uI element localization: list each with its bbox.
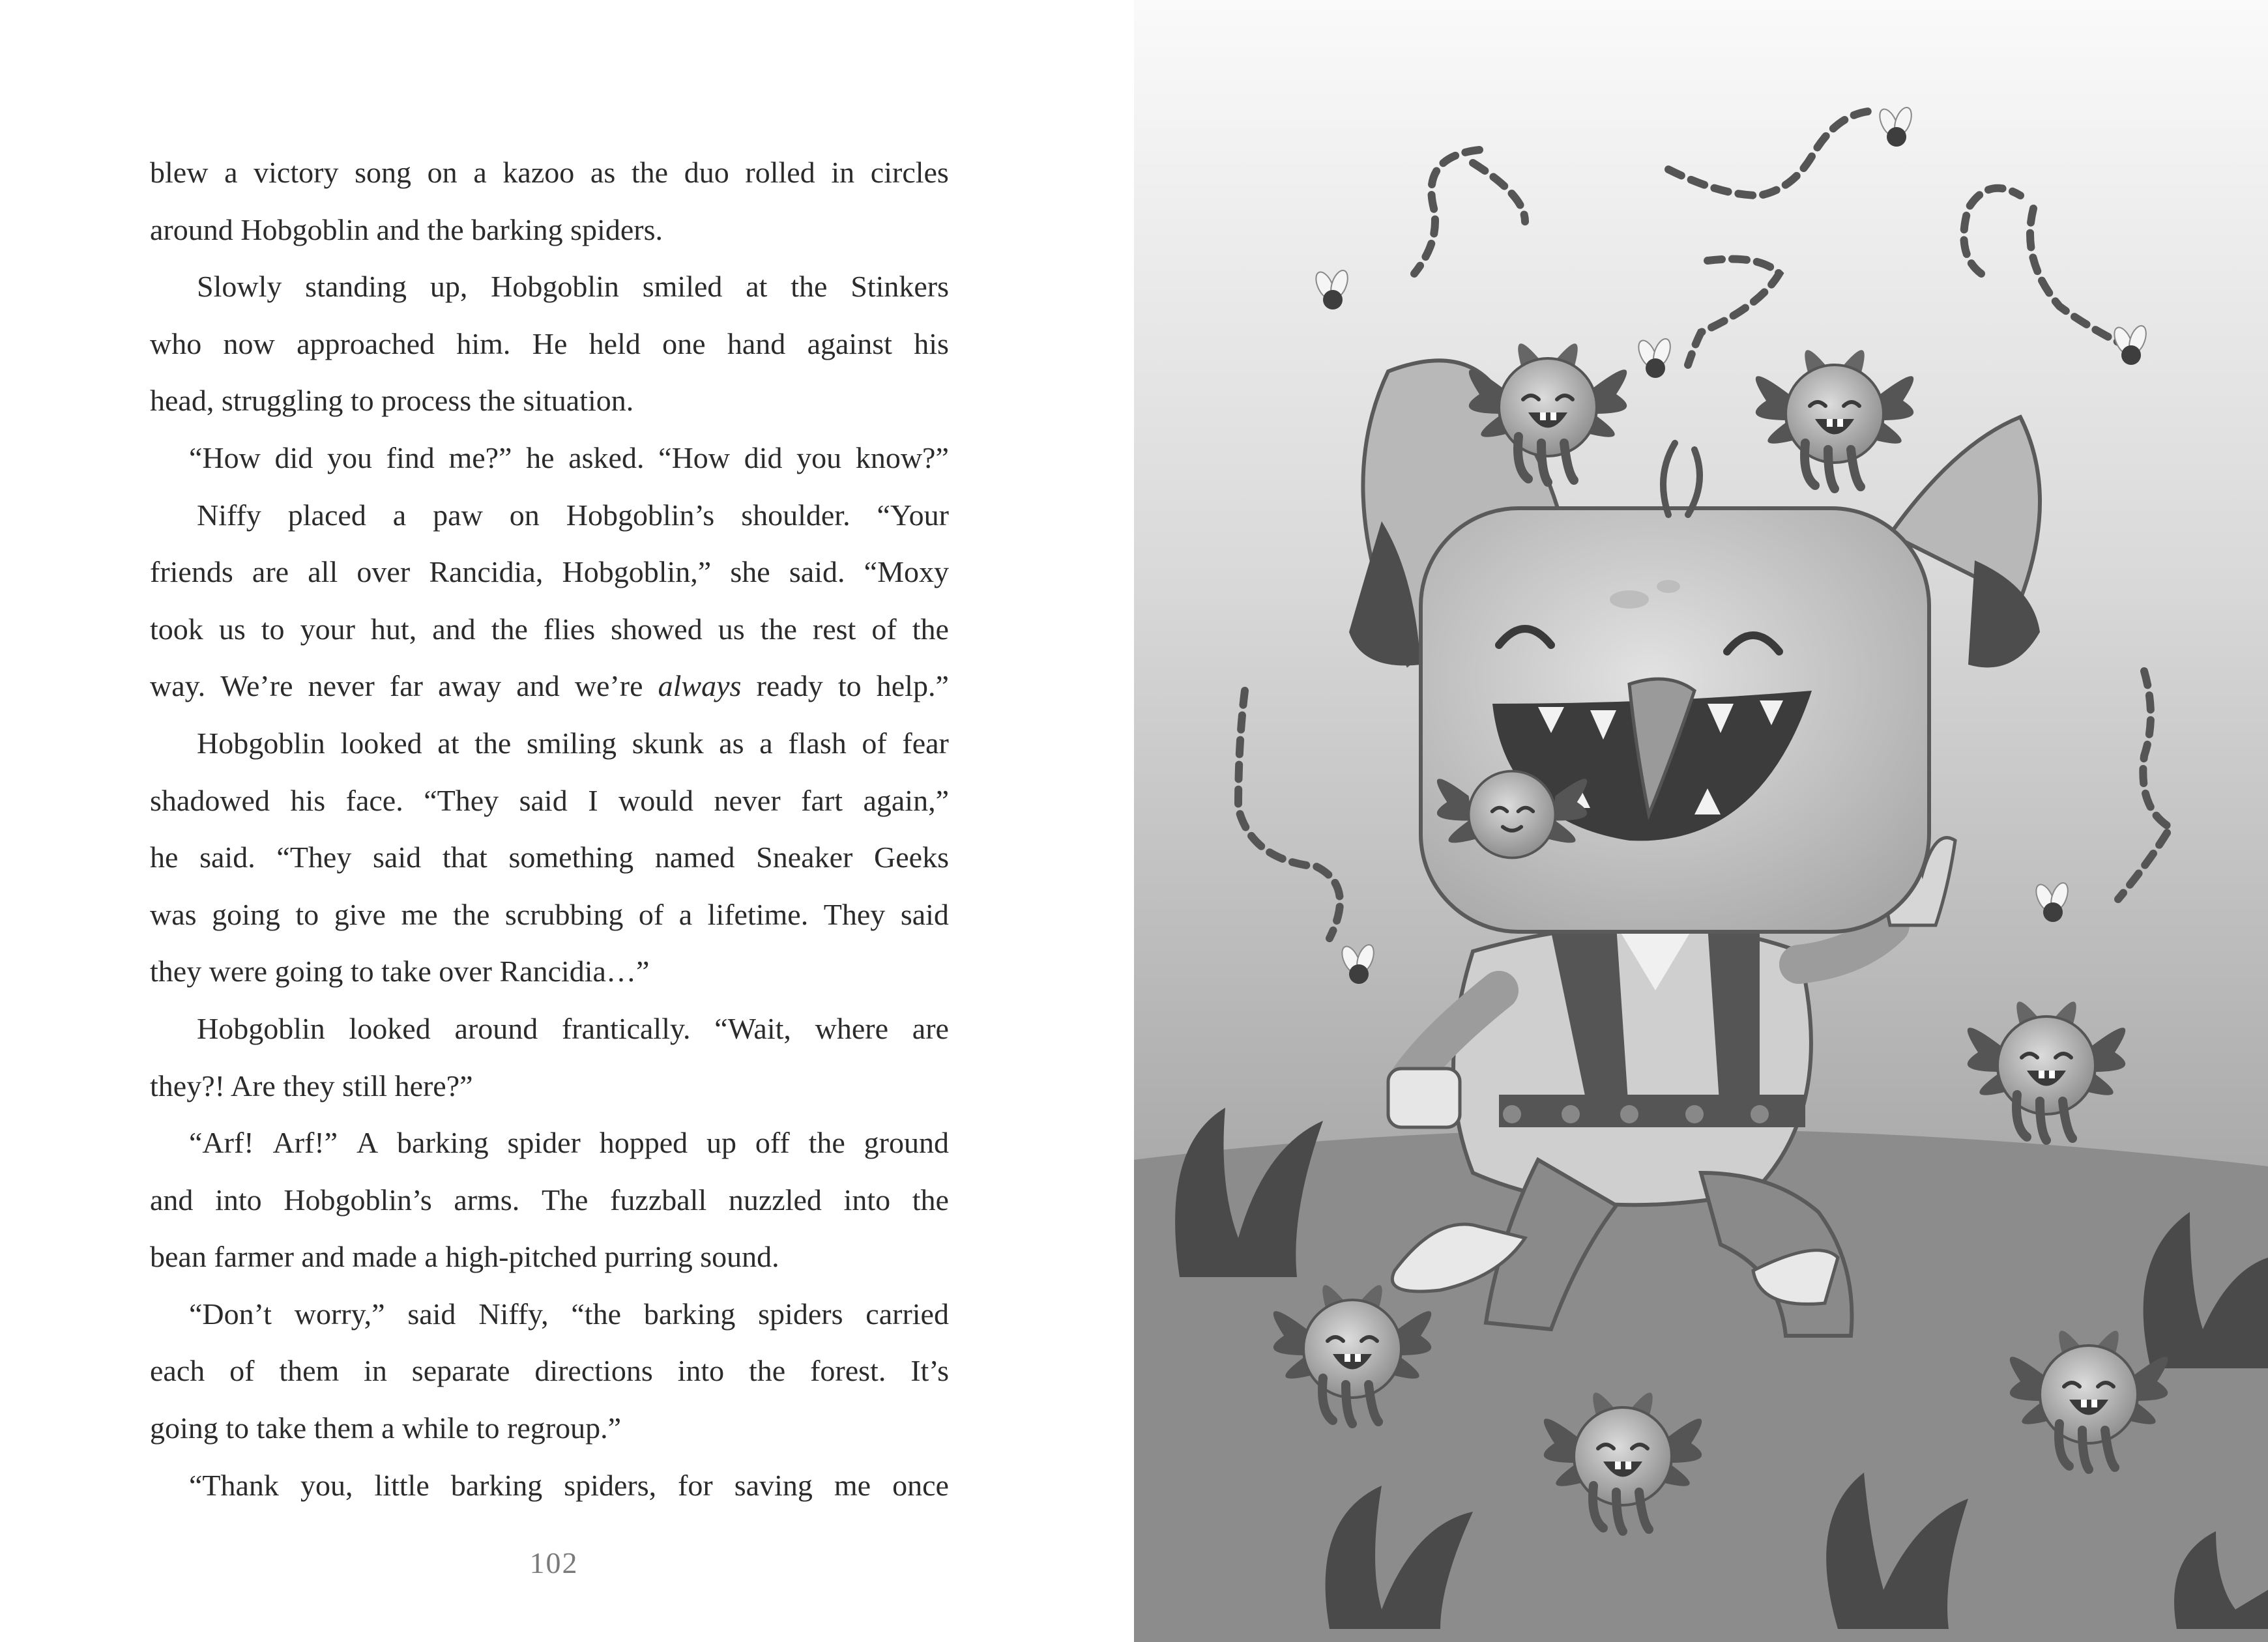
word: shadowed	[150, 783, 270, 817]
word: where	[815, 1011, 889, 1045]
word: shoulder.	[741, 498, 850, 532]
word: named	[654, 841, 735, 874]
word: Hobgoblin’s	[566, 498, 715, 532]
word: Niffy,	[478, 1297, 549, 1331]
word: in	[364, 1354, 387, 1388]
word: barking	[397, 1126, 489, 1160]
word: hand	[727, 326, 786, 360]
word: of	[871, 612, 897, 646]
word: and	[432, 612, 476, 646]
word: hut,	[370, 612, 417, 646]
word: standing	[305, 270, 407, 304]
text-line	[150, 487, 949, 544]
word: said.	[789, 555, 845, 589]
word: a	[224, 156, 238, 189]
word: you	[796, 440, 842, 474]
text-line	[150, 1457, 949, 1514]
word: A	[356, 1126, 379, 1160]
word: said	[407, 1297, 456, 1331]
text-line	[150, 829, 949, 886]
word: you	[327, 440, 372, 474]
text-line	[150, 429, 949, 487]
word: “How	[658, 440, 731, 474]
word: hopped	[599, 1126, 688, 1160]
word: fear	[902, 726, 949, 760]
word: “Moxy	[864, 555, 949, 589]
word: each	[150, 1354, 205, 1388]
word: Hobgoblin,”	[562, 555, 712, 589]
word: he	[526, 440, 555, 474]
word: “Arf!	[189, 1126, 254, 1160]
word: the	[791, 270, 828, 304]
word: to	[837, 669, 862, 703]
word: “Your	[877, 498, 949, 532]
word: directions	[534, 1354, 653, 1388]
word: something	[508, 841, 634, 874]
text-line	[150, 1400, 949, 1457]
word: said	[519, 783, 568, 817]
word: “Don’t	[189, 1297, 272, 1331]
word: away	[438, 669, 502, 703]
word: me?”	[448, 440, 512, 474]
word: of	[638, 897, 664, 931]
word: ready	[756, 669, 823, 703]
word: Hobgoblin	[491, 270, 619, 304]
word: duo	[684, 156, 729, 189]
word: we’re	[574, 669, 643, 703]
word: separate	[411, 1354, 510, 1388]
word: Stinkers	[850, 270, 949, 304]
word: Slowly	[197, 270, 282, 304]
word: Geeks	[874, 841, 949, 874]
word: they were going to take over Rancidia…”	[150, 955, 650, 988]
hobgoblin-illustration	[1134, 0, 2268, 1642]
word: circles	[870, 156, 949, 189]
word: around Hobgoblin and the barking spiders.	[150, 212, 663, 246]
word: placed	[287, 498, 366, 532]
word: held	[589, 326, 641, 360]
word: us	[718, 612, 745, 646]
word: the	[808, 1126, 845, 1160]
word: that	[442, 841, 487, 874]
word: It’s	[910, 1354, 949, 1388]
word: at	[746, 270, 768, 304]
word: would	[618, 783, 694, 817]
word: spiders	[758, 1297, 843, 1331]
word: scrubbing	[504, 897, 624, 931]
word: give	[334, 897, 386, 931]
word: a	[759, 726, 773, 760]
word: never	[714, 783, 781, 817]
word: asked.	[568, 440, 645, 474]
word: the	[631, 156, 669, 189]
word: said	[900, 897, 949, 931]
text-line	[150, 258, 949, 315]
word: flies	[543, 612, 596, 646]
word: she	[730, 555, 770, 589]
word: barking	[450, 1468, 543, 1502]
word: know?”	[855, 440, 949, 474]
word: Sneaker	[756, 841, 853, 874]
word: song	[355, 156, 412, 189]
word: barking	[643, 1297, 736, 1331]
word: his	[290, 783, 326, 817]
word: worry,”	[294, 1297, 385, 1331]
text-line	[150, 1172, 949, 1229]
word: smiling	[527, 726, 617, 760]
text-line	[150, 201, 949, 259]
word: the	[912, 1183, 949, 1217]
word: ground	[864, 1126, 949, 1160]
text-line	[150, 144, 949, 201]
word: he	[150, 841, 179, 874]
word: who	[150, 326, 202, 360]
word: “They	[276, 841, 352, 874]
word: going to take them a while to regroup.”	[150, 1411, 622, 1445]
word: the	[474, 726, 512, 760]
word: him.	[456, 326, 511, 360]
word: up,	[429, 270, 468, 304]
text-line	[150, 1000, 949, 1058]
word: Hobgoblin	[197, 1011, 325, 1045]
word: arms.	[454, 1183, 520, 1217]
word: bean farmer and made a high-pitched purring sound.	[150, 1240, 779, 1274]
word: of	[862, 726, 887, 760]
text-line	[150, 886, 949, 943]
text-line	[150, 1342, 949, 1400]
word: rolled	[745, 156, 815, 189]
word: paw	[433, 498, 483, 532]
word: up	[706, 1126, 737, 1160]
word: once	[892, 1468, 949, 1502]
word: into	[215, 1183, 262, 1217]
word: Rancidia,	[429, 555, 544, 589]
word: the	[760, 612, 797, 646]
word: me	[834, 1468, 871, 1502]
word: a	[392, 498, 407, 532]
word: blew	[150, 156, 209, 189]
text-line	[150, 715, 949, 772]
word: They	[823, 897, 886, 931]
word: in	[831, 156, 855, 189]
word: never	[308, 669, 375, 703]
word: carried	[865, 1297, 949, 1331]
word: them	[279, 1354, 340, 1388]
word: fart	[801, 783, 843, 817]
word: your	[300, 612, 355, 646]
word: are	[252, 555, 289, 589]
word: victory	[254, 156, 339, 189]
word: little	[374, 1468, 429, 1502]
word: they?! Are they still here?”	[150, 1069, 473, 1102]
word: his	[914, 326, 949, 360]
word: flash	[788, 726, 847, 760]
word: to	[261, 612, 285, 646]
word: around	[454, 1011, 538, 1045]
word: into	[677, 1354, 725, 1388]
word: way.	[150, 669, 206, 703]
word: I	[588, 783, 598, 817]
text-line	[150, 543, 949, 601]
word: Arf!”	[272, 1126, 338, 1160]
word: as	[719, 726, 744, 760]
word: off	[755, 1126, 790, 1160]
word: We’re	[220, 669, 293, 703]
word: lifetime.	[707, 897, 809, 931]
page-number: 102	[529, 1546, 579, 1579]
word: help.”	[876, 669, 949, 703]
word: us	[218, 612, 246, 646]
text-line	[150, 372, 949, 429]
word: a	[473, 156, 487, 189]
word: Niffy	[197, 498, 261, 532]
word: forest.	[810, 1354, 886, 1388]
word: a	[678, 897, 693, 931]
word: kazoo	[502, 156, 575, 189]
text-line	[150, 601, 949, 658]
word: all	[308, 555, 338, 589]
word: Hobgoblin	[197, 726, 325, 760]
word: to	[295, 897, 319, 931]
word: into	[843, 1183, 891, 1217]
word: frantically.	[561, 1011, 691, 1045]
word: over	[356, 555, 411, 589]
text-line	[150, 1286, 949, 1343]
word: fuzzball	[610, 1183, 707, 1217]
word: did	[744, 440, 783, 474]
word: said	[373, 841, 422, 874]
word: again,”	[863, 783, 949, 817]
text-line	[150, 772, 949, 829]
text-line	[150, 1228, 949, 1286]
word: “Thank	[189, 1468, 279, 1502]
word: find	[386, 440, 435, 474]
word: are	[912, 1011, 949, 1045]
word: far	[389, 669, 423, 703]
word: saving	[734, 1468, 813, 1502]
word: showed	[611, 612, 703, 646]
word: head, struggling to process the situation.	[150, 384, 634, 418]
illustration	[1134, 0, 2268, 1642]
word: looked	[340, 726, 422, 760]
word: and	[516, 669, 560, 703]
word: the	[912, 612, 949, 646]
text-line	[150, 657, 949, 715]
word: “the	[571, 1297, 622, 1331]
word: for	[678, 1468, 713, 1502]
word: The	[541, 1183, 589, 1217]
word: approached	[297, 326, 435, 360]
word: “Wait,	[714, 1011, 791, 1045]
word: was	[150, 897, 197, 931]
word: of	[229, 1354, 255, 1388]
text-line	[150, 315, 949, 373]
word: face.	[345, 783, 403, 817]
word: now	[223, 326, 275, 360]
word: rest	[812, 612, 856, 646]
word: me	[401, 897, 438, 931]
word: smiled	[642, 270, 723, 304]
word: took	[150, 612, 203, 646]
word: the	[453, 897, 490, 931]
word: as	[590, 156, 616, 189]
word: did	[274, 440, 313, 474]
word: always	[658, 669, 742, 703]
word: against	[807, 326, 892, 360]
text-line	[150, 943, 949, 1000]
word: “They	[424, 783, 499, 817]
story-text	[150, 144, 949, 1514]
text-line	[150, 1114, 949, 1172]
word: looked	[349, 1011, 431, 1045]
word: spiders,	[564, 1468, 657, 1502]
word: and	[150, 1183, 194, 1217]
word: nuzzled	[728, 1183, 822, 1217]
word: He	[532, 326, 568, 360]
word: on	[427, 156, 458, 189]
word: going	[212, 897, 280, 931]
word: skunk	[632, 726, 704, 760]
word: the	[749, 1354, 786, 1388]
word: one	[662, 326, 706, 360]
word: on	[509, 498, 540, 532]
word: spider	[507, 1126, 581, 1160]
word: Hobgoblin’s	[284, 1183, 432, 1217]
word: said.	[199, 841, 255, 874]
word: the	[491, 612, 528, 646]
word: friends	[150, 555, 233, 589]
word: you,	[300, 1468, 353, 1502]
word: “How	[189, 440, 261, 474]
word: at	[437, 726, 459, 760]
text-line	[150, 1058, 949, 1115]
